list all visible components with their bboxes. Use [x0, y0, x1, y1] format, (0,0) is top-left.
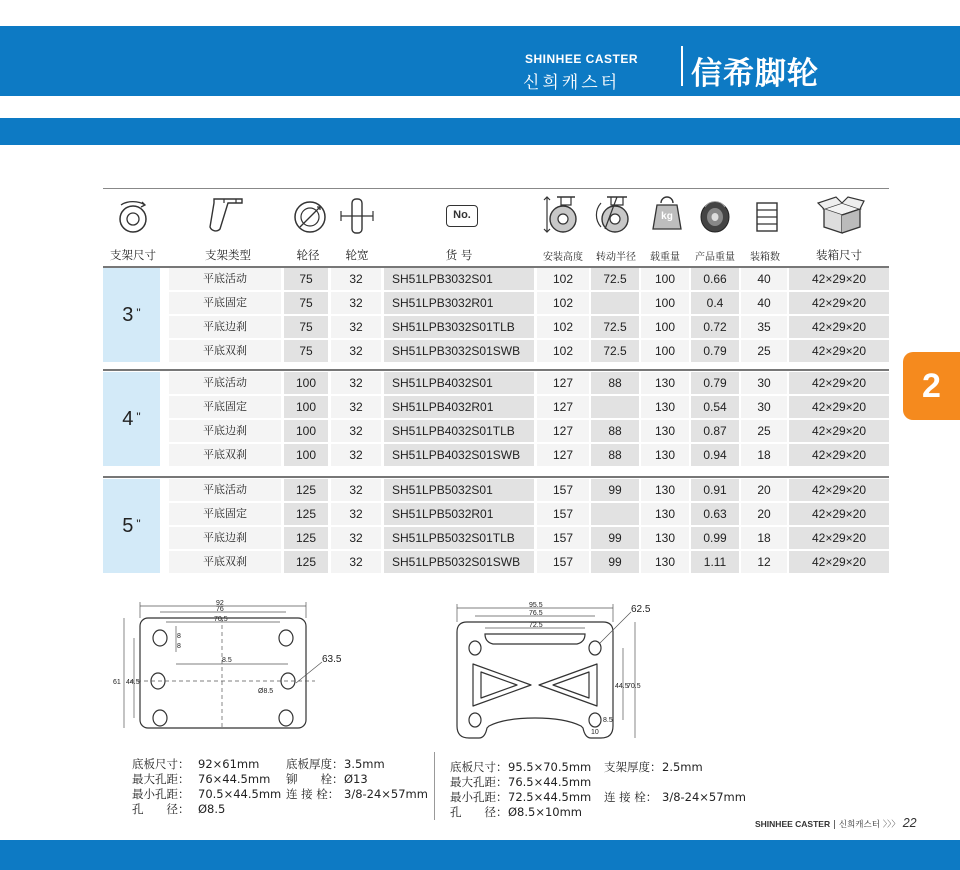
dim-label: 61: [113, 679, 121, 686]
dim-corner-label: 63.5: [322, 654, 342, 665]
dim-label: 44.5: [126, 679, 140, 686]
dim-label: 95.5: [529, 602, 543, 609]
cell-radius: 88: [591, 372, 639, 394]
header-icon-row: [103, 195, 889, 240]
cell-qty: 30: [741, 372, 787, 394]
cell-height: 157: [537, 551, 589, 573]
cell-box: 42×29×20: [789, 268, 889, 290]
cell-type: 平底固定: [169, 396, 281, 418]
dim-label: 10: [591, 729, 599, 736]
cell-height: 102: [537, 316, 589, 338]
table-row[interactable]: [103, 267, 889, 291]
inch-mark: ": [136, 410, 141, 424]
brand-english: SHINHEE CASTER: [525, 52, 639, 66]
cell-qty: 25: [741, 340, 787, 362]
cell-dia: 75: [284, 292, 328, 314]
spec-value: 95.5×70.5mm: [508, 760, 592, 774]
model-number-icon: [442, 195, 482, 235]
cell-width: 32: [331, 527, 381, 549]
cell-type: 平底边刹: [169, 420, 281, 442]
cell-weight: 0.79: [691, 372, 739, 394]
table-row[interactable]: [103, 443, 889, 467]
spec-line: [604, 789, 746, 805]
cell-load: 130: [641, 527, 689, 549]
cell-weight: 0.54: [691, 396, 739, 418]
spec-line: [450, 804, 582, 820]
box-size-icon: [816, 195, 866, 235]
spec-label: 连 接 栓：: [286, 787, 340, 801]
bracket-type-icon: [206, 195, 246, 235]
table-row[interactable]: [103, 550, 889, 574]
spec-value: 72.5×44.5mm: [508, 790, 592, 804]
plate-outline: [140, 618, 306, 728]
spec-line: [450, 759, 591, 775]
table-row[interactable]: [103, 502, 889, 526]
cell-dia: 125: [284, 479, 328, 501]
footer-separator: |: [832, 820, 839, 830]
cell-model: SH51LPB3032S01: [384, 268, 534, 290]
wheel-width-icon: [337, 195, 377, 235]
cell-width: 32: [331, 340, 381, 362]
col-model: 货 号: [445, 248, 473, 262]
model-number-label: No.: [446, 205, 478, 227]
cell-height: 102: [537, 340, 589, 362]
spec-line: [132, 771, 270, 787]
spec-line: [604, 759, 703, 775]
cell-qty: 12: [741, 551, 787, 573]
cell-type: 平底双刹: [169, 444, 281, 466]
cell-weight: 0.72: [691, 316, 739, 338]
plate-outline: [457, 622, 613, 738]
weight-label: kg: [661, 211, 673, 222]
spec-label: 最大孔距：: [132, 772, 190, 786]
spec-label: 铆 栓：: [286, 772, 344, 786]
cell-qty: 18: [741, 444, 787, 466]
spec-label: 最小孔距：: [450, 790, 508, 804]
dim-label: 92: [216, 600, 224, 607]
cell-height: 157: [537, 479, 589, 501]
cell-qty: 30: [741, 396, 787, 418]
cell-model: SH51LPB4032S01SWB: [384, 444, 534, 466]
cell-radius: 88: [591, 420, 639, 442]
spec-value: Ø8.5×10mm: [508, 805, 583, 819]
spec-label: 孔 径：: [450, 805, 508, 819]
cell-box: 42×29×20: [789, 340, 889, 362]
spec-label: 底板尺寸：: [450, 760, 508, 774]
cell-height: 102: [537, 268, 589, 290]
brand-korean: 신희캐스터: [523, 73, 621, 93]
spec-value: 3/8-24×57mm: [662, 790, 746, 804]
load-capacity-icon: [647, 195, 687, 235]
cell-load: 100: [641, 340, 689, 362]
cell-radius: 88: [591, 444, 639, 466]
spec-label: 底板厚度：: [286, 757, 344, 771]
spec-label: 底板尺寸：: [132, 757, 190, 771]
cell-height: 157: [537, 503, 589, 525]
spec-line: [286, 771, 368, 787]
table-row[interactable]: [103, 291, 889, 315]
spec-line: [450, 789, 591, 805]
cell-dia: 125: [284, 551, 328, 573]
cell-radius: 99: [591, 527, 639, 549]
cell-radius: [591, 503, 639, 525]
cell-weight: 0.4: [691, 292, 739, 314]
dim-corner-label: 62.5: [631, 604, 651, 615]
dim-label: 8: [177, 643, 181, 650]
col-mount-height: 安装高度: [543, 252, 583, 263]
chapter-tab[interactable]: 2: [903, 352, 960, 420]
cell-width: 32: [331, 292, 381, 314]
cell-load: 100: [641, 268, 689, 290]
swivel-icon: [113, 195, 153, 235]
cell-radius: [591, 396, 639, 418]
cell-load: 130: [641, 551, 689, 573]
header-subband: [0, 118, 960, 145]
table-row[interactable]: [103, 371, 889, 395]
cell-width: 32: [331, 444, 381, 466]
dim-label: 70.5: [627, 683, 641, 690]
table-header-row: [103, 247, 889, 267]
cell-dia: 100: [284, 372, 328, 394]
footer-brand-en: SHINHEE CASTER: [755, 819, 831, 829]
cell-dia: 125: [284, 503, 328, 525]
spec-line: [286, 756, 385, 772]
spec-value: 70.5×44.5mm: [198, 787, 282, 801]
spec-value: Ø13: [344, 772, 368, 786]
spec-line: [132, 801, 225, 817]
cell-dia: 100: [284, 420, 328, 442]
table-row[interactable]: [103, 478, 889, 502]
cell-type: 平底活动: [169, 268, 281, 290]
cell-box: 42×29×20: [789, 527, 889, 549]
cell-width: 32: [331, 420, 381, 442]
cell-load: 130: [641, 444, 689, 466]
cell-dia: 100: [284, 396, 328, 418]
specs-divider: [434, 752, 435, 820]
size-group: [103, 371, 889, 467]
cell-qty: 40: [741, 292, 787, 314]
size-group: [103, 267, 889, 363]
cell-height: 157: [537, 527, 589, 549]
spec-line: [132, 786, 281, 802]
cell-model: SH51LPB5032R01: [384, 503, 534, 525]
cell-height: 127: [537, 420, 589, 442]
cell-model: SH51LPB5032S01: [384, 479, 534, 501]
spec-value: 92×61mm: [198, 757, 260, 771]
cell-box: 42×29×20: [789, 503, 889, 525]
spec-value: Ø8.5: [198, 802, 226, 816]
dim-label: 8: [177, 633, 181, 640]
cell-box: 42×29×20: [789, 396, 889, 418]
page-footer: [755, 816, 917, 834]
wheel-diameter-icon: [290, 195, 330, 235]
spec-value: 2.5mm: [662, 760, 703, 774]
cell-load: 100: [641, 316, 689, 338]
cell-model: SH51LPB4032R01: [384, 396, 534, 418]
inch-mark: ": [136, 306, 141, 320]
brand-chinese: 信希脚轮: [691, 56, 819, 92]
cell-dia: 75: [284, 268, 328, 290]
cell-type: 平底边刹: [169, 316, 281, 338]
dim-label: 44.5: [615, 683, 629, 690]
col-box-size: 装箱尺寸: [816, 248, 862, 262]
cell-radius: 72.5: [591, 316, 639, 338]
cell-type: 平底双刹: [169, 340, 281, 362]
col-bracket-size: 支架尺寸: [110, 248, 156, 262]
cell-model: SH51LPB4032S01: [384, 372, 534, 394]
cell-width: 32: [331, 268, 381, 290]
dim-label: 72.5: [529, 622, 543, 629]
footer-arrows-icon: 〉〉〉: [882, 820, 900, 830]
cell-model: SH51LPB4032S01TLB: [384, 420, 534, 442]
spec-value: 76.5×44.5mm: [508, 775, 592, 789]
cell-model: SH51LPB5032S01TLB: [384, 527, 534, 549]
cell-weight: 0.66: [691, 268, 739, 290]
mounting-height-icon: [541, 195, 581, 235]
cell-qty: 35: [741, 316, 787, 338]
table-row[interactable]: [103, 395, 889, 419]
brand-divider: [681, 46, 683, 86]
product-weight-icon: [695, 195, 735, 235]
inch-mark: ": [136, 517, 141, 531]
col-swivel-radius: 转动半径: [596, 252, 636, 263]
table-row[interactable]: [103, 419, 889, 443]
cell-dia: 75: [284, 340, 328, 362]
cell-width: 32: [331, 551, 381, 573]
cell-width: 32: [331, 316, 381, 338]
cell-height: 127: [537, 396, 589, 418]
spec-label: 最大孔距：: [450, 775, 508, 789]
footer-brand-kr: 신희캐스터: [838, 820, 880, 830]
cell-model: SH51LPB3032S01TLB: [384, 316, 534, 338]
cell-qty: 18: [741, 527, 787, 549]
cell-load: 130: [641, 503, 689, 525]
cell-load: 100: [641, 292, 689, 314]
footer-band: [0, 840, 960, 870]
table-row[interactable]: [103, 526, 889, 550]
cell-qty: 40: [741, 268, 787, 290]
spec-value: 3.5mm: [344, 757, 385, 771]
cell-width: 32: [331, 396, 381, 418]
col-wheel-diameter: 轮径: [296, 248, 320, 262]
cell-dia: 125: [284, 527, 328, 549]
cell-weight: 0.63: [691, 503, 739, 525]
cell-load: 130: [641, 420, 689, 442]
spec-line: [132, 756, 259, 772]
cell-radius: 99: [591, 551, 639, 573]
size-group: [103, 478, 889, 574]
cell-load: 130: [641, 372, 689, 394]
cell-height: 127: [537, 444, 589, 466]
dim-label: 8.5: [603, 717, 613, 724]
spec-line: [286, 786, 428, 802]
col-wheel-width: 轮宽: [345, 248, 369, 262]
table-row[interactable]: [103, 339, 889, 363]
spec-label: 孔 径：: [132, 802, 190, 816]
cell-radius: [591, 292, 639, 314]
col-product-weight: 产品重量: [695, 252, 735, 263]
spec-label: 连 接 栓：: [604, 790, 658, 804]
cell-dia: 100: [284, 444, 328, 466]
cell-weight: 1.11: [691, 551, 739, 573]
cell-type: 平底固定: [169, 503, 281, 525]
spec-label: 支架厚度：: [604, 760, 662, 774]
cell-type: 平底活动: [169, 372, 281, 394]
cell-radius: 72.5: [591, 268, 639, 290]
table-row[interactable]: [103, 315, 889, 339]
brand-logo: [505, 30, 865, 92]
cell-type: 平底双刹: [169, 551, 281, 573]
cell-type: 平底边刹: [169, 527, 281, 549]
cell-width: 32: [331, 479, 381, 501]
cell-box: 42×29×20: [789, 316, 889, 338]
dim-label: 70.5: [214, 616, 228, 623]
spec-line: [450, 774, 591, 790]
swivel-radius-icon: [595, 195, 635, 235]
cell-type: 平底固定: [169, 292, 281, 314]
mounting-plate-drawing-right: [445, 598, 660, 748]
dim-label: 8.5: [222, 657, 232, 664]
page-number: 22: [902, 816, 917, 830]
cell-box: 42×29×20: [789, 372, 889, 394]
cell-box: 42×29×20: [789, 420, 889, 442]
cell-height: 127: [537, 372, 589, 394]
spec-label: 最小孔距：: [132, 787, 190, 801]
cell-model: SH51LPB3032R01: [384, 292, 534, 314]
cell-qty: 20: [741, 503, 787, 525]
cell-load: 130: [641, 479, 689, 501]
cell-width: 32: [331, 503, 381, 525]
table-top-rule: [103, 188, 889, 189]
cell-model: SH51LPB3032S01SWB: [384, 340, 534, 362]
carton-quantity-icon: [747, 195, 787, 235]
bracket-size-value: 4: [122, 407, 134, 430]
cell-height: 102: [537, 292, 589, 314]
cell-dia: 75: [284, 316, 328, 338]
dim-label: 76: [216, 606, 224, 613]
dim-label: 76.5: [529, 610, 543, 617]
col-load: 载重量: [650, 252, 680, 263]
spec-value: 76×44.5mm: [198, 772, 271, 786]
cell-radius: 72.5: [591, 340, 639, 362]
cell-radius: 99: [591, 479, 639, 501]
spec-value: 3/8-24×57mm: [344, 787, 428, 801]
cell-qty: 20: [741, 479, 787, 501]
cell-width: 32: [331, 372, 381, 394]
cell-type: 平底活动: [169, 479, 281, 501]
cell-model: SH51LPB5032S01SWB: [384, 551, 534, 573]
mounting-plate-drawing-left: [110, 598, 350, 743]
cell-weight: 0.94: [691, 444, 739, 466]
bracket-size-value: 3: [122, 303, 134, 326]
cell-qty: 25: [741, 420, 787, 442]
cell-weight: 0.91: [691, 479, 739, 501]
cell-box: 42×29×20: [789, 479, 889, 501]
cell-box: 42×29×20: [789, 292, 889, 314]
dim-label: Ø8.5: [258, 688, 274, 695]
cell-weight: 0.79: [691, 340, 739, 362]
cell-load: 130: [641, 396, 689, 418]
cell-weight: 0.87: [691, 420, 739, 442]
bracket-size-value: 5: [122, 514, 134, 537]
col-bracket-type: 支架类型: [205, 248, 251, 262]
cell-box: 42×29×20: [789, 444, 889, 466]
cell-box: 42×29×20: [789, 551, 889, 573]
cell-weight: 0.99: [691, 527, 739, 549]
col-carton-qty: 装箱数: [750, 252, 780, 263]
